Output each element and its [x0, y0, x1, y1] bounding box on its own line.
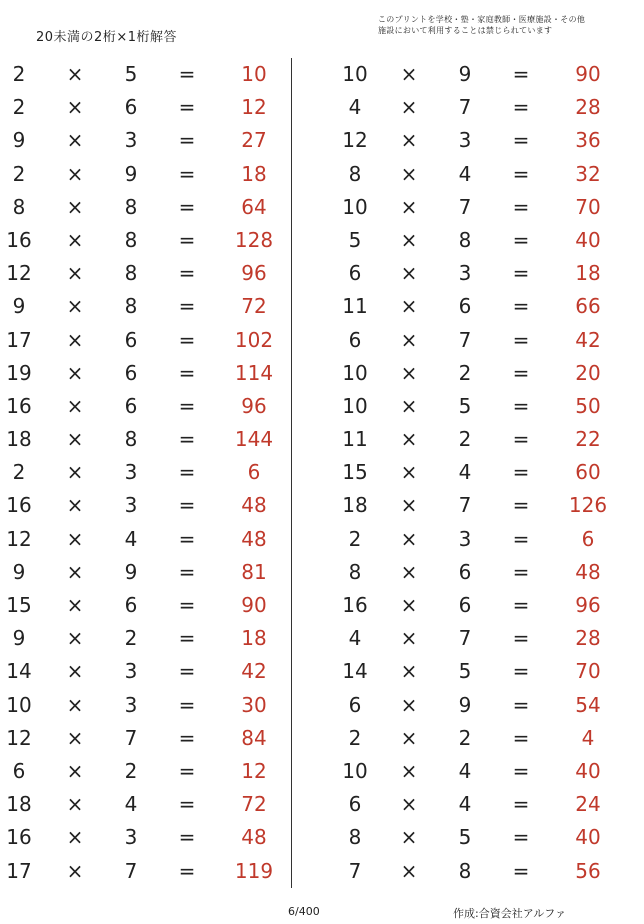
times-sign: ×: [66, 393, 84, 418]
multiplier: 3: [124, 659, 138, 684]
answer: 20: [575, 360, 601, 385]
multiplicand: 12: [6, 526, 32, 551]
answer: 12: [241, 95, 267, 120]
equals-sign: =: [178, 460, 196, 485]
times-sign: ×: [400, 194, 418, 219]
answer: 28: [575, 95, 601, 120]
multiplicand: 6: [348, 692, 362, 717]
multiplier: 9: [124, 559, 138, 584]
multiplier: 8: [124, 427, 138, 452]
multiplier: 3: [124, 128, 138, 153]
page-title: 20未満の2桁×1桁解答: [36, 30, 177, 45]
multiplicand: 6: [348, 327, 362, 352]
multiplicand: 2: [12, 95, 26, 120]
times-sign: ×: [400, 659, 418, 684]
usage-notice: [378, 14, 638, 36]
answer: 64: [241, 194, 267, 219]
times-sign: ×: [400, 161, 418, 186]
answer: 126: [568, 493, 608, 518]
multiplicand: 18: [6, 427, 32, 452]
times-sign: ×: [66, 227, 84, 252]
multiplicand: 11: [342, 427, 368, 452]
multiplier: 3: [124, 825, 138, 850]
equals-sign: =: [178, 427, 196, 452]
equals-sign: =: [512, 128, 530, 153]
equals-sign: =: [178, 692, 196, 717]
answer: 40: [575, 227, 601, 252]
equals-sign: =: [512, 393, 530, 418]
multiplicand: 4: [348, 95, 362, 120]
multiplier: 2: [124, 626, 138, 651]
multiplicand: 19: [6, 360, 32, 385]
answer: 72: [241, 294, 267, 319]
multiplier: 2: [458, 427, 472, 452]
equals-sign: =: [178, 626, 196, 651]
answer: 22: [575, 427, 601, 452]
times-sign: ×: [66, 161, 84, 186]
author-credit: 作成:合資会社アルファ: [453, 907, 567, 920]
equals-sign: =: [178, 659, 196, 684]
answer: 30: [241, 692, 267, 717]
equals-sign: =: [178, 194, 196, 219]
times-sign: ×: [400, 62, 418, 86]
answer: 96: [241, 261, 267, 286]
multiplicand: 2: [348, 725, 362, 750]
answer: 10: [241, 62, 267, 86]
equals-sign: =: [512, 792, 530, 817]
times-sign: ×: [66, 62, 84, 86]
multiplier: 8: [458, 227, 472, 252]
multiplicand: 4: [348, 626, 362, 651]
answer: 48: [241, 526, 267, 551]
times-sign: ×: [400, 626, 418, 651]
times-sign: ×: [400, 261, 418, 286]
answer: 96: [241, 393, 267, 418]
multiplier: 9: [458, 692, 472, 717]
multiplicand: 6: [348, 261, 362, 286]
multiplicand: 6: [348, 792, 362, 817]
equals-sign: =: [512, 825, 530, 850]
times-sign: ×: [66, 725, 84, 750]
equals-sign: =: [178, 393, 196, 418]
multiplicand: 16: [6, 393, 32, 418]
equals-sign: =: [512, 559, 530, 584]
equals-sign: =: [512, 227, 530, 252]
answer: 114: [234, 360, 274, 385]
multiplier: 2: [458, 725, 472, 750]
times-sign: ×: [66, 692, 84, 717]
times-sign: ×: [66, 559, 84, 584]
multiplier: 8: [458, 858, 472, 883]
multiplier: 6: [458, 593, 472, 617]
times-sign: ×: [66, 825, 84, 850]
equals-sign: =: [512, 62, 530, 86]
multiplicand: 12: [342, 128, 368, 153]
multiplier: 6: [458, 559, 472, 584]
multiplier: 7: [458, 194, 472, 219]
answer: 70: [575, 194, 601, 219]
answer: 48: [241, 825, 267, 850]
times-sign: ×: [66, 758, 84, 783]
answer: 66: [575, 294, 601, 319]
times-sign: ×: [400, 95, 418, 120]
times-sign: ×: [400, 294, 418, 319]
answer: 50: [575, 393, 601, 418]
multiplicand: 16: [342, 593, 368, 617]
multiplier: 8: [124, 194, 138, 219]
times-sign: ×: [66, 427, 84, 452]
multiplier: 8: [124, 294, 138, 319]
multiplier: 6: [458, 294, 472, 319]
answer: 40: [575, 825, 601, 850]
answer: 90: [241, 593, 267, 617]
multiplicand: 8: [348, 559, 362, 584]
equals-sign: =: [178, 95, 196, 120]
equals-sign: =: [512, 95, 530, 120]
equals-sign: =: [178, 161, 196, 186]
page-number: 6/400: [288, 905, 320, 918]
equals-sign: =: [178, 758, 196, 783]
multiplier: 9: [124, 161, 138, 186]
answer: 56: [575, 858, 601, 883]
equals-sign: =: [178, 792, 196, 817]
multiplicand: 11: [342, 294, 368, 319]
equals-sign: =: [512, 626, 530, 651]
equals-sign: =: [512, 427, 530, 452]
answer: 102: [234, 327, 274, 352]
multiplier: 4: [124, 526, 138, 551]
multiplicand: 8: [348, 161, 362, 186]
equals-sign: =: [512, 593, 530, 617]
equals-sign: =: [512, 526, 530, 551]
answer: 70: [575, 659, 601, 684]
equals-sign: =: [178, 593, 196, 617]
times-sign: ×: [66, 460, 84, 485]
multiplicand: 9: [12, 626, 26, 651]
times-sign: ×: [400, 360, 418, 385]
equals-sign: =: [512, 758, 530, 783]
multiplier: 3: [124, 493, 138, 518]
multiplicand: 12: [6, 261, 32, 286]
multiplicand: 16: [6, 227, 32, 252]
multiplicand: 7: [348, 858, 362, 883]
equals-sign: =: [512, 161, 530, 186]
equals-sign: =: [512, 194, 530, 219]
answer: 6: [581, 526, 595, 551]
answer: 32: [575, 161, 601, 186]
times-sign: ×: [66, 327, 84, 352]
multiplier: 2: [124, 758, 138, 783]
multiplicand: 9: [12, 559, 26, 584]
times-sign: ×: [66, 128, 84, 153]
equals-sign: =: [178, 327, 196, 352]
answer: 42: [241, 659, 267, 684]
multiplicand: 14: [342, 659, 368, 684]
multiplier: 7: [124, 858, 138, 883]
times-sign: ×: [66, 792, 84, 817]
equals-sign: =: [512, 725, 530, 750]
times-sign: ×: [66, 294, 84, 319]
answer: 54: [575, 692, 601, 717]
multiplicand: 17: [6, 858, 32, 883]
problem-grid: [0, 58, 644, 888]
times-sign: ×: [400, 526, 418, 551]
times-sign: ×: [400, 825, 418, 850]
equals-sign: =: [512, 493, 530, 518]
multiplier: 3: [458, 128, 472, 153]
multiplicand: 2: [348, 526, 362, 551]
answer: 27: [241, 128, 267, 153]
answer: 90: [575, 62, 601, 86]
multiplicand: 9: [12, 128, 26, 153]
times-sign: ×: [400, 427, 418, 452]
equals-sign: =: [512, 659, 530, 684]
equals-sign: =: [178, 128, 196, 153]
times-sign: ×: [66, 626, 84, 651]
answer: 40: [575, 758, 601, 783]
times-sign: ×: [400, 593, 418, 617]
answer: 6: [247, 460, 261, 485]
equals-sign: =: [512, 692, 530, 717]
answer: 36: [575, 128, 601, 153]
answer: 42: [575, 327, 601, 352]
multiplier: 2: [458, 360, 472, 385]
multiplicand: 15: [6, 593, 32, 617]
times-sign: ×: [66, 194, 84, 219]
multiplicand: 10: [342, 758, 368, 783]
usage-notice-line-2: 施設において利用することは禁じられています: [378, 26, 553, 35]
answer: 48: [241, 493, 267, 518]
equals-sign: =: [512, 294, 530, 319]
multiplicand: 15: [342, 460, 368, 485]
answer: 72: [241, 792, 267, 817]
multiplicand: 2: [12, 62, 26, 86]
answer: 48: [575, 559, 601, 584]
multiplier: 3: [124, 460, 138, 485]
multiplier: 6: [124, 393, 138, 418]
times-sign: ×: [400, 758, 418, 783]
equals-sign: =: [178, 227, 196, 252]
multiplicand: 17: [6, 327, 32, 352]
times-sign: ×: [400, 858, 418, 883]
multiplier: 4: [458, 792, 472, 817]
times-sign: ×: [66, 858, 84, 883]
answer: 18: [241, 626, 267, 651]
multiplicand: 2: [12, 460, 26, 485]
times-sign: ×: [400, 792, 418, 817]
multiplier: 6: [124, 95, 138, 120]
answer: 4: [581, 725, 595, 750]
multiplier: 8: [124, 261, 138, 286]
answer: 18: [575, 261, 601, 286]
equals-sign: =: [178, 559, 196, 584]
multiplier: 3: [458, 526, 472, 551]
equals-sign: =: [178, 294, 196, 319]
equals-sign: =: [178, 858, 196, 883]
multiplier: 4: [458, 758, 472, 783]
usage-notice-line-1: このプリントを学校・塾・家庭教師・医療施設・その他: [378, 15, 586, 24]
times-sign: ×: [400, 460, 418, 485]
multiplier: 3: [458, 261, 472, 286]
times-sign: ×: [400, 559, 418, 584]
multiplier: 7: [458, 626, 472, 651]
multiplicand: 16: [6, 825, 32, 850]
times-sign: ×: [400, 393, 418, 418]
times-sign: ×: [400, 692, 418, 717]
equals-sign: =: [512, 261, 530, 286]
times-sign: ×: [66, 360, 84, 385]
multiplicand: 2: [12, 161, 26, 186]
times-sign: ×: [400, 493, 418, 518]
equals-sign: =: [512, 858, 530, 883]
multiplier: 7: [458, 95, 472, 120]
equals-sign: =: [178, 261, 196, 286]
equals-sign: =: [178, 360, 196, 385]
times-sign: ×: [66, 659, 84, 684]
multiplier: 3: [124, 692, 138, 717]
answer: 24: [575, 792, 601, 817]
answer: 28: [575, 626, 601, 651]
multiplier: 6: [124, 593, 138, 617]
equals-sign: =: [512, 360, 530, 385]
answer: 81: [241, 559, 267, 584]
answer: 96: [575, 593, 601, 617]
multiplier: 8: [124, 227, 138, 252]
answer: 119: [234, 858, 274, 883]
answer: 84: [241, 725, 267, 750]
multiplier: 6: [124, 360, 138, 385]
multiplicand: 10: [342, 360, 368, 385]
multiplier: 7: [458, 493, 472, 518]
answer: 144: [234, 427, 274, 452]
multiplicand: 8: [12, 194, 26, 219]
answer: 12: [241, 758, 267, 783]
multiplicand: 10: [342, 393, 368, 418]
multiplier: 4: [458, 460, 472, 485]
equals-sign: =: [512, 327, 530, 352]
answer: 60: [575, 460, 601, 485]
multiplicand: 10: [342, 62, 368, 86]
multiplier: 5: [458, 393, 472, 418]
multiplicand: 14: [6, 659, 32, 684]
equals-sign: =: [512, 460, 530, 485]
multiplicand: 16: [6, 493, 32, 518]
times-sign: ×: [66, 593, 84, 617]
times-sign: ×: [400, 725, 418, 750]
times-sign: ×: [66, 526, 84, 551]
times-sign: ×: [66, 261, 84, 286]
multiplier: 9: [458, 62, 472, 86]
multiplier: 6: [124, 327, 138, 352]
times-sign: ×: [400, 327, 418, 352]
multiplicand: 10: [6, 692, 32, 717]
equals-sign: =: [178, 493, 196, 518]
multiplicand: 10: [342, 194, 368, 219]
multiplier: 7: [458, 327, 472, 352]
multiplicand: 18: [6, 792, 32, 817]
multiplier: 5: [124, 62, 138, 86]
times-sign: ×: [400, 128, 418, 153]
equals-sign: =: [178, 526, 196, 551]
multiplicand: 12: [6, 725, 32, 750]
equals-sign: =: [178, 62, 196, 86]
multiplicand: 6: [12, 758, 26, 783]
multiplicand: 8: [348, 825, 362, 850]
multiplier: 4: [458, 161, 472, 186]
multiplier: 7: [124, 725, 138, 750]
multiplicand: 9: [12, 294, 26, 319]
answer: 128: [234, 227, 274, 252]
multiplier: 5: [458, 825, 472, 850]
times-sign: ×: [66, 95, 84, 120]
answer: 18: [241, 161, 267, 186]
multiplicand: 5: [348, 227, 362, 252]
equals-sign: =: [178, 725, 196, 750]
multiplier: 4: [124, 792, 138, 817]
equals-sign: =: [178, 825, 196, 850]
multiplier: 5: [458, 659, 472, 684]
times-sign: ×: [66, 493, 84, 518]
multiplicand: 18: [342, 493, 368, 518]
times-sign: ×: [400, 227, 418, 252]
